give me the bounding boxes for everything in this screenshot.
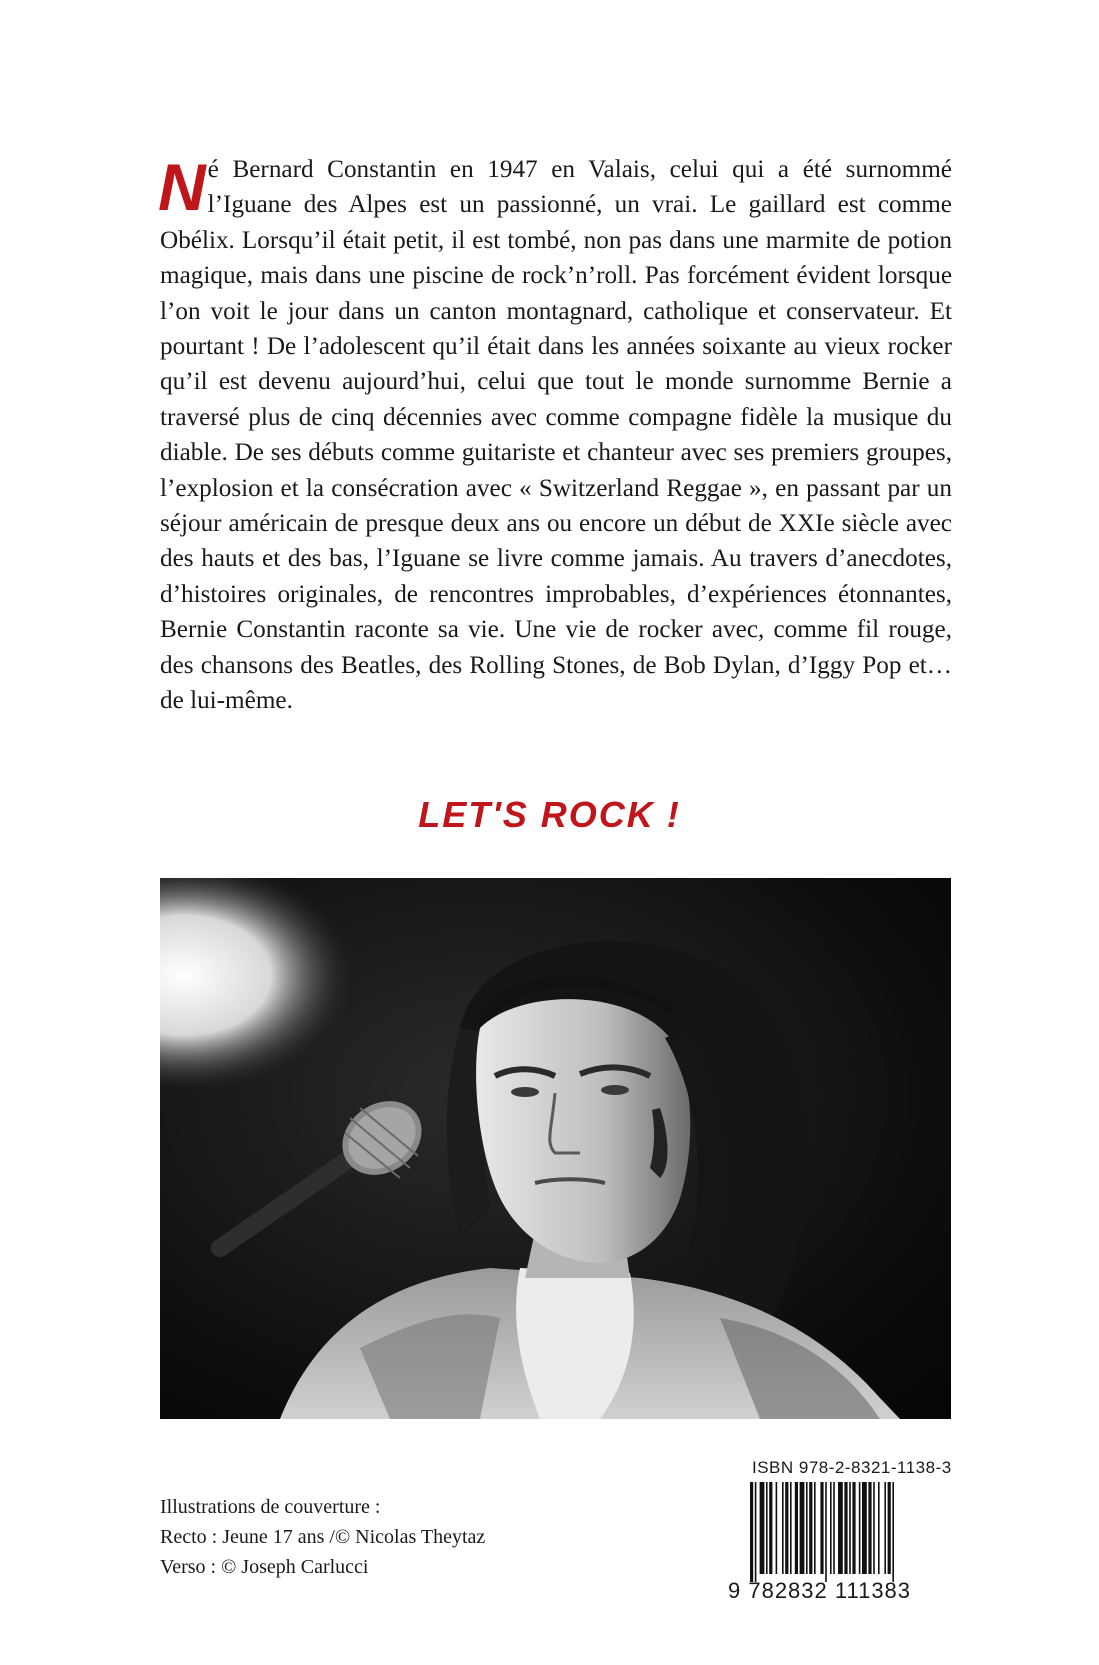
barcode-bar [852,1482,855,1574]
barcode-bar [844,1482,847,1574]
credits-heading: Illustrations de couverture : [160,1496,381,1518]
barcode-bar [849,1482,851,1574]
barcode-bar [833,1482,835,1574]
barcode-bar [862,1482,867,1574]
barcode-bar [806,1482,808,1574]
isbn-label: ISBN 978-2-8321-1138-3 [752,1458,952,1477]
back-cover-blurb [160,152,952,719]
barcode-bar [873,1482,875,1574]
barcode-bar [795,1482,798,1574]
barcode-bar [888,1482,891,1574]
singer-photo-illustration [160,878,951,1419]
barcode-bar [785,1482,788,1574]
drop-cap: N [158,150,204,224]
barcode-bar [820,1482,823,1574]
barcode-bar [776,1482,778,1574]
barcode-digits: 9 782832 111383 [728,1578,912,1603]
barcode-bar [800,1482,805,1574]
barcode-bar [750,1482,753,1582]
barcode-bar [755,1482,757,1582]
barcode-bar [859,1482,861,1574]
barcode-bar [868,1482,871,1574]
barcode-bar [814,1482,816,1574]
credits-verso: Verso : © Joseph Carlucci [160,1556,369,1578]
barcode-bar [838,1482,843,1574]
isbn-barcode [750,1482,950,1582]
barcode-bar [782,1482,784,1574]
tagline: LET'S ROCK ! [418,794,681,835]
credits-recto: Recto : Jeune 17 ans /© Nicolas Theytaz [160,1526,486,1548]
barcode-bar [769,1482,772,1574]
cover-credits [160,1492,485,1582]
singer-photo [160,878,951,1419]
barcode-bar [790,1482,792,1574]
barcode-bar [830,1482,832,1574]
barcode-bar [825,1482,827,1582]
barcode-bar [892,1482,894,1582]
barcode-bar [760,1482,765,1574]
barcode-bar [884,1482,886,1574]
blurb-text: é Bernard Constantin en 1947 en Valais, celui qui a été surnommé l’Iguane des Alpes est un passionné, un vrai. Le gaillard est comme Obélix. Lorsqu’il était petit, il est tombé, non pas dans une marmite de potion magique, mais dans une piscine de rock’n’roll. Pas forcément évident lorsque l’on voit le jour dans un canton montagnard, catholique et conservateur. Et pourtant ! De l’adolescent qu’il était dans les années soixante au vieux rocker qu’il est devenu aujourd’hui, celui que tout le monde surnomme Bernie a traversé plus de cinq décennies avec comme compagne fidèle la musique du diable. De ses débuts comme guitariste et chanteur avec ses premiers groupes, l’explosion et la consécration avec « Switzerland Reggae », en passant par un séjour américain de presque deux ans ou encore un début de XXIe siècle avec des hauts et des bas, l’Iguane se livre comme jamais. Au travers d’anecdotes, d’histoires originales, de rencontres improbables, d’expériences étonnantes, Bernie Constantin raconte sa vie. Une vie de rocker avec, comme fil rouge, des chansons des Beatles, des Rolling Stones, de Bob Dylan, d’Iggy Pop et… de lui-même. [160,156,952,715]
barcode-bar [809,1482,812,1574]
barcode-bar [766,1482,768,1574]
barcode-bar [878,1482,880,1574]
